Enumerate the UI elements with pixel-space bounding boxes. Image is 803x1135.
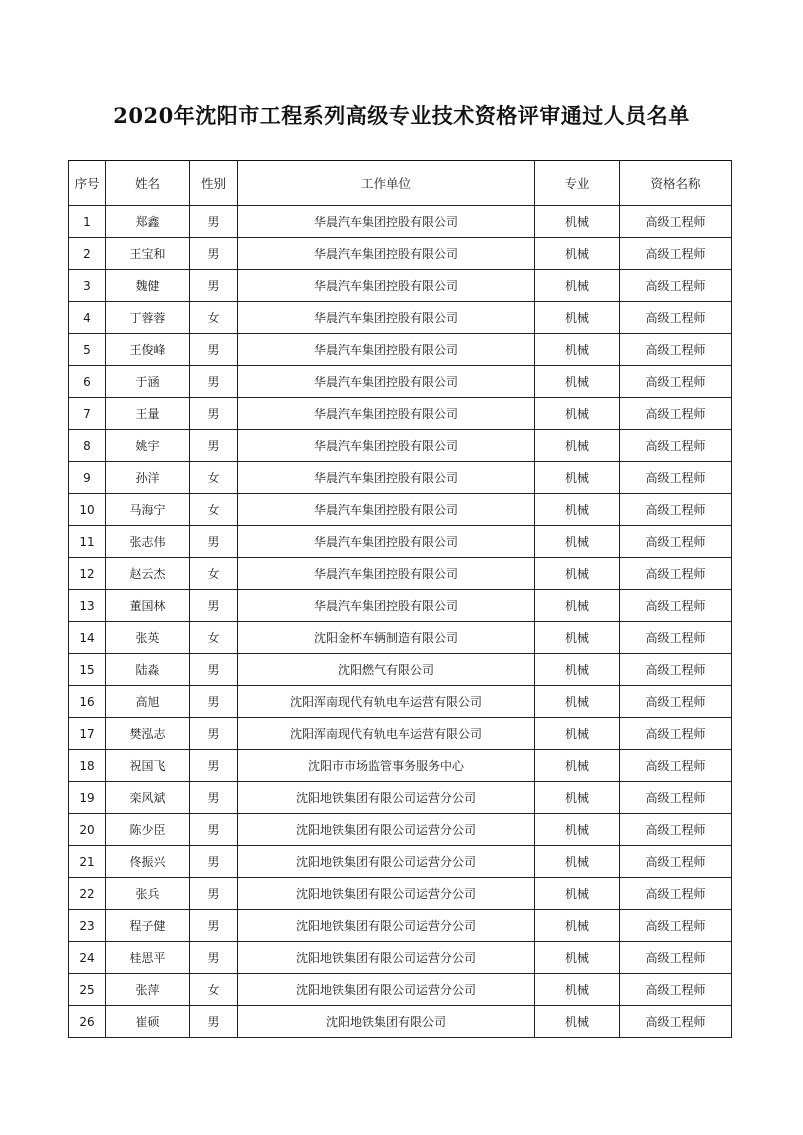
cell-qualification: 高级工程师 — [620, 206, 732, 238]
cell-specialty: 机械 — [535, 622, 620, 654]
cell-gender: 男 — [190, 782, 238, 814]
cell-employer: 沈阳地铁集团有限公司运营分公司 — [238, 910, 535, 942]
header-row — [69, 161, 732, 206]
cell-index: 4 — [69, 302, 106, 334]
cell-index: 12 — [69, 558, 106, 590]
table-row — [69, 462, 732, 494]
table-row — [69, 366, 732, 398]
cell-gender: 男 — [190, 270, 238, 302]
cell-employer: 华晨汽车集团控股有限公司 — [238, 270, 535, 302]
cell-employer: 华晨汽车集团控股有限公司 — [238, 526, 535, 558]
cell-index: 21 — [69, 846, 106, 878]
cell-employer: 沈阳地铁集团有限公司运营分公司 — [238, 942, 535, 974]
cell-qualification: 高级工程师 — [620, 750, 732, 782]
cell-index: 25 — [69, 974, 106, 1006]
cell-qualification: 高级工程师 — [620, 238, 732, 270]
cell-name: 高旭 — [106, 686, 190, 718]
cell-gender: 女 — [190, 622, 238, 654]
table-body — [69, 206, 732, 1038]
cell-index: 1 — [69, 206, 106, 238]
cell-index: 20 — [69, 814, 106, 846]
cell-gender: 女 — [190, 302, 238, 334]
cell-gender: 男 — [190, 1006, 238, 1038]
table-row — [69, 910, 732, 942]
cell-gender: 男 — [190, 334, 238, 366]
cell-name: 张英 — [106, 622, 190, 654]
cell-employer: 华晨汽车集团控股有限公司 — [238, 238, 535, 270]
cell-qualification: 高级工程师 — [620, 270, 732, 302]
cell-qualification: 高级工程师 — [620, 654, 732, 686]
cell-name: 张志伟 — [106, 526, 190, 558]
cell-index: 26 — [69, 1006, 106, 1038]
cell-employer: 沈阳浑南现代有轨电车运营有限公司 — [238, 718, 535, 750]
cell-specialty: 机械 — [535, 878, 620, 910]
cell-name: 栾风斌 — [106, 782, 190, 814]
cell-specialty: 机械 — [535, 590, 620, 622]
cell-index: 22 — [69, 878, 106, 910]
cell-index: 13 — [69, 590, 106, 622]
cell-gender: 男 — [190, 590, 238, 622]
cell-employer: 华晨汽车集团控股有限公司 — [238, 494, 535, 526]
cell-employer: 华晨汽车集团控股有限公司 — [238, 430, 535, 462]
cell-gender: 男 — [190, 910, 238, 942]
table-row — [69, 398, 732, 430]
cell-gender: 男 — [190, 654, 238, 686]
cell-name: 程子健 — [106, 910, 190, 942]
cell-index: 17 — [69, 718, 106, 750]
cell-gender: 男 — [190, 814, 238, 846]
table-row — [69, 558, 732, 590]
cell-employer: 华晨汽车集团控股有限公司 — [238, 334, 535, 366]
cell-name: 祝国飞 — [106, 750, 190, 782]
header-gender: 性别 — [190, 161, 238, 206]
table-header — [69, 161, 732, 206]
cell-employer: 华晨汽车集团控股有限公司 — [238, 558, 535, 590]
cell-name: 张萍 — [106, 974, 190, 1006]
cell-index: 24 — [69, 942, 106, 974]
cell-name: 董国林 — [106, 590, 190, 622]
cell-name: 赵云杰 — [106, 558, 190, 590]
cell-name: 张兵 — [106, 878, 190, 910]
cell-employer: 沈阳地铁集团有限公司运营分公司 — [238, 878, 535, 910]
cell-index: 7 — [69, 398, 106, 430]
cell-gender: 女 — [190, 494, 238, 526]
cell-employer: 沈阳浑南现代有轨电车运营有限公司 — [238, 686, 535, 718]
table-row — [69, 494, 732, 526]
cell-qualification: 高级工程师 — [620, 814, 732, 846]
cell-employer: 沈阳地铁集团有限公司运营分公司 — [238, 814, 535, 846]
cell-gender: 男 — [190, 686, 238, 718]
cell-gender: 男 — [190, 942, 238, 974]
cell-employer: 沈阳金杯车辆制造有限公司 — [238, 622, 535, 654]
cell-index: 14 — [69, 622, 106, 654]
cell-employer: 华晨汽车集团控股有限公司 — [238, 398, 535, 430]
header-index: 序号 — [69, 161, 106, 206]
cell-qualification: 高级工程师 — [620, 494, 732, 526]
cell-specialty: 机械 — [535, 494, 620, 526]
cell-name: 佟振兴 — [106, 846, 190, 878]
cell-gender: 男 — [190, 366, 238, 398]
table-row — [69, 942, 732, 974]
cell-qualification: 高级工程师 — [620, 718, 732, 750]
cell-gender: 男 — [190, 846, 238, 878]
cell-employer: 沈阳市市场监管事务服务中心 — [238, 750, 535, 782]
table-row — [69, 782, 732, 814]
header-name: 姓名 — [106, 161, 190, 206]
cell-employer: 华晨汽车集团控股有限公司 — [238, 366, 535, 398]
cell-specialty: 机械 — [535, 942, 620, 974]
table-row — [69, 718, 732, 750]
cell-employer: 沈阳地铁集团有限公司运营分公司 — [238, 782, 535, 814]
cell-qualification: 高级工程师 — [620, 622, 732, 654]
table-row — [69, 750, 732, 782]
cell-name: 魏健 — [106, 270, 190, 302]
cell-employer: 华晨汽车集团控股有限公司 — [238, 462, 535, 494]
table-row — [69, 206, 732, 238]
cell-gender: 男 — [190, 206, 238, 238]
cell-gender: 男 — [190, 526, 238, 558]
cell-qualification: 高级工程师 — [620, 1006, 732, 1038]
cell-qualification: 高级工程师 — [620, 846, 732, 878]
table-row — [69, 814, 732, 846]
cell-gender: 男 — [190, 398, 238, 430]
cell-qualification: 高级工程师 — [620, 398, 732, 430]
cell-index: 10 — [69, 494, 106, 526]
personnel-table — [68, 160, 732, 1038]
cell-name: 陆淼 — [106, 654, 190, 686]
cell-qualification: 高级工程师 — [620, 878, 732, 910]
cell-specialty: 机械 — [535, 782, 620, 814]
cell-qualification: 高级工程师 — [620, 462, 732, 494]
cell-employer: 沈阳地铁集团有限公司运营分公司 — [238, 974, 535, 1006]
table-row — [69, 334, 732, 366]
cell-employer: 华晨汽车集团控股有限公司 — [238, 206, 535, 238]
cell-specialty: 机械 — [535, 750, 620, 782]
cell-qualification: 高级工程师 — [620, 910, 732, 942]
cell-employer: 沈阳地铁集团有限公司运营分公司 — [238, 846, 535, 878]
cell-specialty: 机械 — [535, 462, 620, 494]
table-row — [69, 430, 732, 462]
table-row — [69, 270, 732, 302]
cell-gender: 男 — [190, 238, 238, 270]
cell-name: 孙洋 — [106, 462, 190, 494]
table-row — [69, 846, 732, 878]
cell-specialty: 机械 — [535, 366, 620, 398]
cell-name: 陈少臣 — [106, 814, 190, 846]
cell-qualification: 高级工程师 — [620, 974, 732, 1006]
header-qualification: 资格名称 — [620, 161, 732, 206]
cell-name: 王宝和 — [106, 238, 190, 270]
cell-index: 9 — [69, 462, 106, 494]
header-specialty: 专业 — [535, 161, 620, 206]
cell-index: 16 — [69, 686, 106, 718]
cell-name: 于涵 — [106, 366, 190, 398]
cell-index: 23 — [69, 910, 106, 942]
cell-name: 王量 — [106, 398, 190, 430]
cell-qualification: 高级工程师 — [620, 526, 732, 558]
cell-employer: 沈阳燃气有限公司 — [238, 654, 535, 686]
cell-qualification: 高级工程师 — [620, 302, 732, 334]
cell-employer: 沈阳地铁集团有限公司 — [238, 1006, 535, 1038]
table-row — [69, 686, 732, 718]
header-employer: 工作单位 — [238, 161, 535, 206]
cell-name: 樊泓志 — [106, 718, 190, 750]
cell-gender: 男 — [190, 430, 238, 462]
cell-qualification: 高级工程师 — [620, 782, 732, 814]
cell-gender: 女 — [190, 462, 238, 494]
cell-name: 崔硕 — [106, 1006, 190, 1038]
cell-gender: 男 — [190, 718, 238, 750]
page-title: 2020年沈阳市工程系列高级专业技术资格评审通过人员名单 — [113, 103, 690, 128]
table-row — [69, 622, 732, 654]
cell-gender: 女 — [190, 558, 238, 590]
cell-gender: 男 — [190, 878, 238, 910]
cell-index: 18 — [69, 750, 106, 782]
cell-index: 6 — [69, 366, 106, 398]
table-row — [69, 526, 732, 558]
cell-specialty: 机械 — [535, 846, 620, 878]
cell-gender: 男 — [190, 750, 238, 782]
cell-employer: 华晨汽车集团控股有限公司 — [238, 302, 535, 334]
cell-specialty: 机械 — [535, 270, 620, 302]
cell-qualification: 高级工程师 — [620, 430, 732, 462]
cell-specialty: 机械 — [535, 430, 620, 462]
cell-specialty: 机械 — [535, 654, 620, 686]
table-row — [69, 302, 732, 334]
cell-qualification: 高级工程师 — [620, 558, 732, 590]
cell-specialty: 机械 — [535, 1006, 620, 1038]
cell-specialty: 机械 — [535, 910, 620, 942]
cell-specialty: 机械 — [535, 686, 620, 718]
cell-specialty: 机械 — [535, 526, 620, 558]
cell-qualification: 高级工程师 — [620, 942, 732, 974]
cell-qualification: 高级工程师 — [620, 686, 732, 718]
cell-index: 2 — [69, 238, 106, 270]
cell-index: 5 — [69, 334, 106, 366]
cell-qualification: 高级工程师 — [620, 366, 732, 398]
cell-index: 11 — [69, 526, 106, 558]
cell-specialty: 机械 — [535, 334, 620, 366]
table-row — [69, 878, 732, 910]
table-row — [69, 1006, 732, 1038]
cell-name: 马海宁 — [106, 494, 190, 526]
cell-name: 桂思平 — [106, 942, 190, 974]
cell-name: 郑鑫 — [106, 206, 190, 238]
cell-specialty: 机械 — [535, 238, 620, 270]
table-row — [69, 654, 732, 686]
cell-name: 王俊峰 — [106, 334, 190, 366]
cell-specialty: 机械 — [535, 974, 620, 1006]
cell-index: 8 — [69, 430, 106, 462]
table-row — [69, 238, 732, 270]
cell-specialty: 机械 — [535, 398, 620, 430]
cell-qualification: 高级工程师 — [620, 334, 732, 366]
cell-index: 19 — [69, 782, 106, 814]
cell-specialty: 机械 — [535, 558, 620, 590]
cell-name: 丁蓉蓉 — [106, 302, 190, 334]
cell-index: 15 — [69, 654, 106, 686]
cell-specialty: 机械 — [535, 718, 620, 750]
cell-name: 姚宇 — [106, 430, 190, 462]
cell-index: 3 — [69, 270, 106, 302]
cell-employer: 华晨汽车集团控股有限公司 — [238, 590, 535, 622]
cell-gender: 女 — [190, 974, 238, 1006]
cell-qualification: 高级工程师 — [620, 590, 732, 622]
table-row — [69, 590, 732, 622]
table-row — [69, 974, 732, 1006]
cell-specialty: 机械 — [535, 206, 620, 238]
cell-specialty: 机械 — [535, 814, 620, 846]
cell-specialty: 机械 — [535, 302, 620, 334]
